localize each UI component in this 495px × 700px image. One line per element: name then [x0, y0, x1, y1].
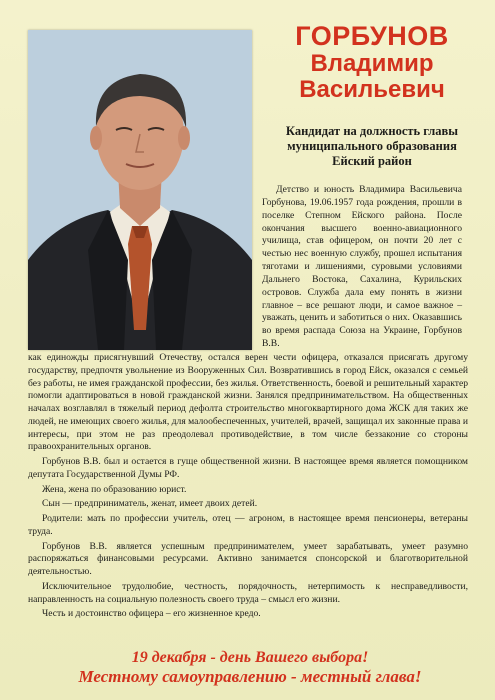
- candidate-portrait: [28, 30, 252, 350]
- slogan-line-1: 19 декабря - день Вашего выбора!: [131, 649, 369, 666]
- biography-paragraph-5: Родители: мать по профессии учитель, отец — агроном, в настоящее время пенсионеры, ветераны труда.: [28, 513, 468, 537]
- biography-paragraph-3: Жена, жена по образованию юрист.: [42, 483, 187, 495]
- election-slogan: [30, 648, 470, 688]
- candidate-position: [258, 124, 486, 169]
- slogan-line-2: Местному самоуправлению - местный глава!: [78, 667, 422, 687]
- biography-paragraph-4: Сын — предприниматель, женат, имеет двоих детей.: [42, 498, 258, 510]
- candidate-position-line-3: Ейский район: [332, 154, 412, 168]
- candidate-surname: ГОРБУНОВ: [295, 21, 449, 51]
- biography-body: [28, 352, 468, 623]
- biography-paragraph-2: Горбунов В.В. был и остается в гуще общественной жизни. В настоящее время является помощником депутата Государственной Думы РФ.: [28, 456, 468, 480]
- candidate-position-line-1: Кандидат на должность главы: [285, 124, 459, 138]
- biography-paragraph-7: Исключительное трудолюбие, честность, порядочность, нетерпимость к несправедливости, направленность на социальную полезность своего труда – смысл его жизни.: [28, 580, 468, 605]
- biography-paragraph-6: Горбунов В.В. является успешным предпринимателем, умеет зарабатывать, умеет разумно распоряжаться финансовыми ресурсами. Активно занимается спонсорской и благотворительной деятельностью.: [28, 540, 468, 577]
- candidate-position-line-2: муниципального образования: [287, 139, 457, 153]
- biography-intro: Детство и юность Владимира Васильевича Горбунова, 19.06.1957 года рождения, прошли в поселке Степном Ейского района. После окончания высшего военно-авиационного училища, став офицером, он почти 20 лет с честью нес военную службу, прошел испытания тяготами и лишениями, суровыми условиями Дальнего Востока, Сахалина, Курильских островов. Служба дала ему понять в жизни главное – все решают люди, и самое важное – уважать, ценить и заботиться о них. Оказавшись во время распада Союза на Украине, Горбунов В.В.: [262, 184, 462, 350]
- candidate-first-name: Владимир: [310, 50, 434, 78]
- biography-paragraph-1: как единожды присягнувший Отечеству, остался верен чести офицера, отказался присягать другому государству, предпочтя увольнение из Вооруженных Сил. Возвратившись в город Ейск, оказался с семьей без работы, не имея гражданской профессии, без жилья. Ответственность, боевой и решительный характер помогли адаптироваться в новой гражданской жизни. Занялся предпринимательством. На общественных началах возглавлял в тяжелый период дефолта строительство многоквартирного дома ЖСК для таких же людей, не имеющих своего жилья, для малообеспеченных, учителей, врачей, защищал их законные права и интересы, при этом не раз преодолевал противодействие, в том числе беззаконие со стороны правоохранительных органов.: [28, 352, 468, 453]
- candidate-patronymic: Васильевич: [299, 76, 445, 104]
- biography-paragraph-8: Честь и достоинство офицера – его жизненное кредо.: [42, 608, 261, 620]
- candidate-name: [256, 22, 488, 103]
